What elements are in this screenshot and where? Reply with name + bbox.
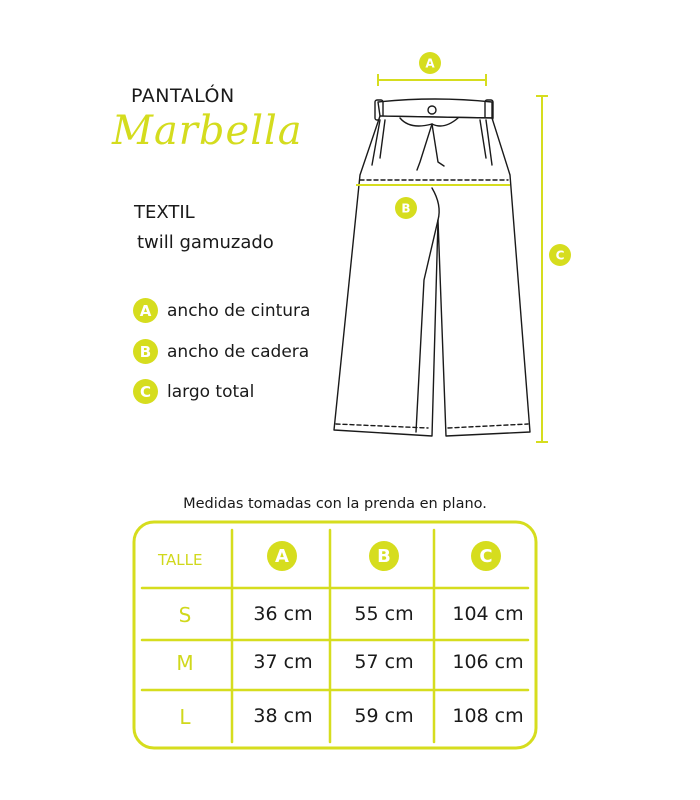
- column-header-b: B: [369, 541, 399, 571]
- measurement-note: Medidas tomadas con la prenda en plano.: [183, 496, 487, 512]
- legend-label-b: ancho de cadera: [167, 341, 310, 362]
- legend-label-c: largo total: [167, 381, 255, 402]
- material-label: TEXTIL: [134, 202, 195, 223]
- size-header: TALLE: [158, 551, 203, 569]
- cell-s-a: 36 cm: [253, 603, 313, 625]
- product-name: Marbella: [112, 108, 303, 154]
- size-s: S: [178, 603, 192, 627]
- legend-badge-a: A: [133, 298, 158, 323]
- pants-diagram: [320, 40, 580, 460]
- cell-l-b: 59 cm: [354, 705, 414, 727]
- legend-item-b: [133, 339, 309, 364]
- cell-m-a: 37 cm: [253, 651, 313, 673]
- cell-l-a: 38 cm: [253, 705, 313, 727]
- cell-s-c: 104 cm: [452, 603, 524, 625]
- marker-c: C: [555, 248, 565, 263]
- legend-label-a: ancho de cintura: [167, 300, 311, 321]
- column-header-c: C: [471, 541, 501, 571]
- cell-l-c: 108 cm: [452, 705, 524, 727]
- material-name: twill gamuzado: [137, 232, 274, 253]
- marker-a: A: [425, 56, 435, 71]
- legend-item-a: [133, 298, 310, 323]
- cell-s-b: 55 cm: [354, 603, 414, 625]
- pants-outline: [334, 116, 530, 436]
- size-m: M: [176, 651, 194, 675]
- marker-b: B: [401, 201, 411, 216]
- cell-m-c: 106 cm: [452, 651, 524, 673]
- legend-item-c: [133, 379, 254, 404]
- legend-badge-b: B: [133, 339, 158, 364]
- cell-m-b: 57 cm: [354, 651, 414, 673]
- product-title: PANTALÓN: [131, 85, 235, 107]
- column-header-a: A: [267, 541, 297, 571]
- size-l: L: [179, 705, 191, 729]
- legend-badge-c: C: [133, 379, 158, 404]
